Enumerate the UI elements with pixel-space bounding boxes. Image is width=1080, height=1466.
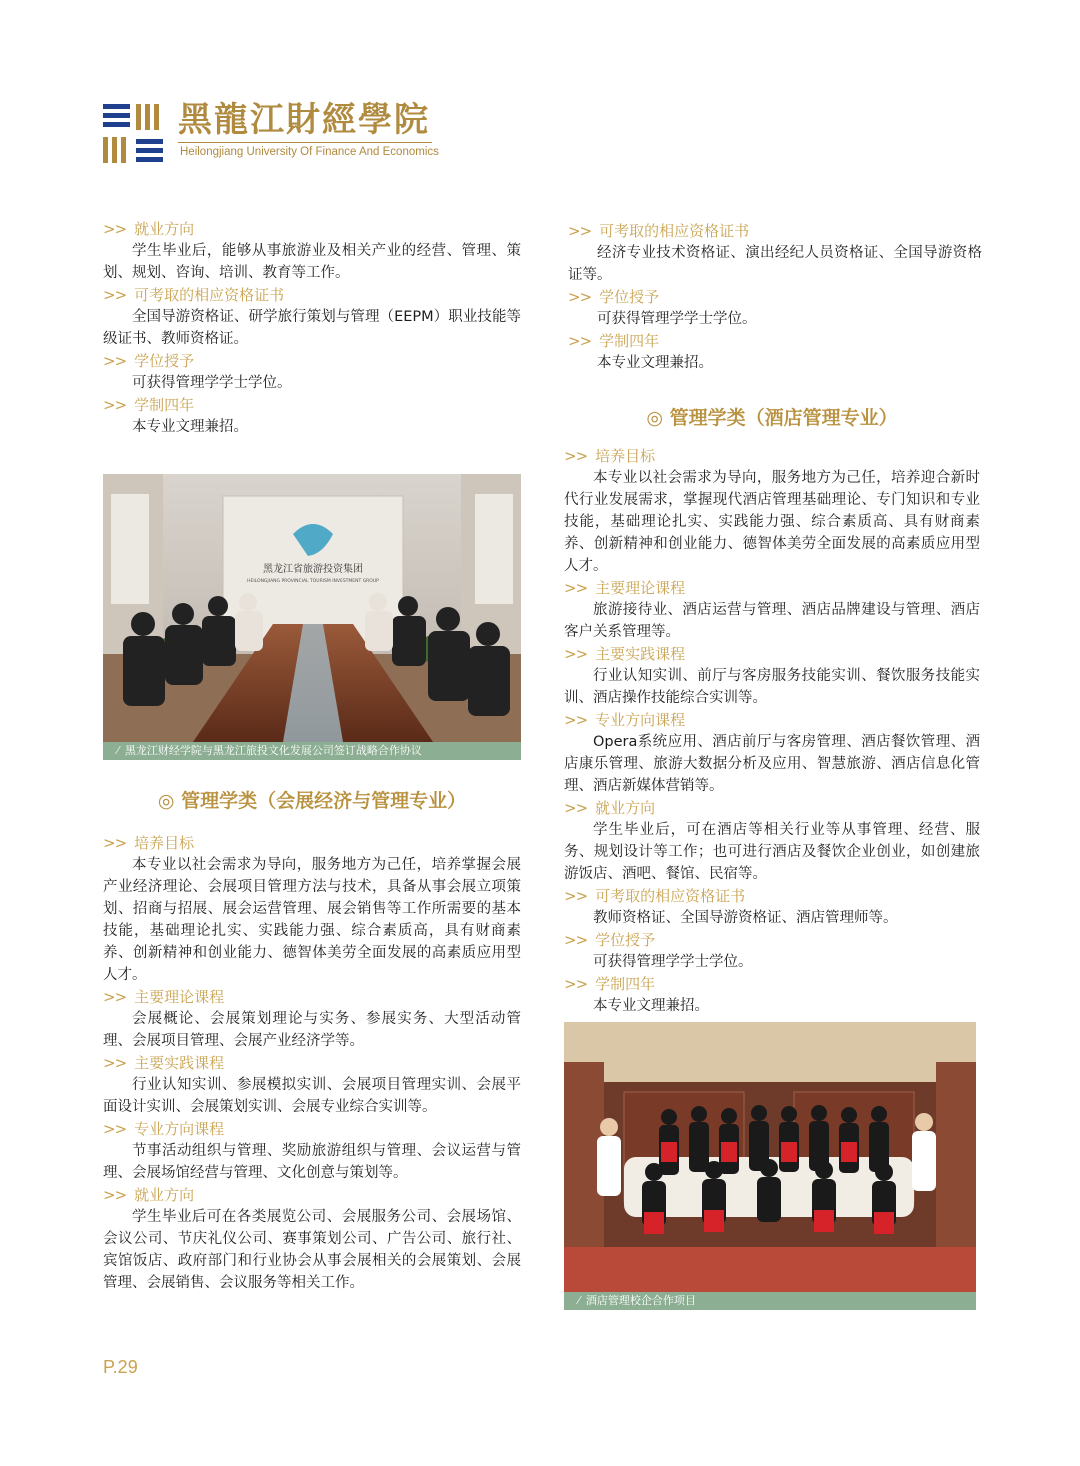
exhibition-section <box>103 788 521 1294</box>
heading: >> 可考取的相应资格证书 <box>564 887 746 905</box>
paragraph: 可获得管理学学士学位。 <box>593 954 753 970</box>
heading: >> 培养目标 <box>564 447 656 465</box>
paragraph: 经济专业技术资格证、演出经纪人员资格证、全国导游资格证等。 <box>568 245 982 283</box>
meeting-sign-en: HEILONGJIANG PROVINCIAL TOURISM INVESTMENT GROUP <box>247 579 379 584</box>
university-name-cn: 黑龍江財經學院 <box>178 100 430 140</box>
section-title: ◎ 管理学类（会展经济与管理专业） <box>157 790 467 812</box>
arrow-icon: >> <box>564 645 588 663</box>
hotel-section <box>564 405 980 1017</box>
arrow-icon: >> <box>103 396 127 414</box>
heading: >> 主要理论课程 <box>103 988 225 1006</box>
arrow-icon: >> <box>103 834 127 852</box>
heading: >> 学制四年 <box>568 332 660 350</box>
paragraph: 旅游接待业、酒店运营与管理、酒店品牌建设与管理、酒店客户关系管理等。 <box>564 602 980 640</box>
hotel-group-photo <box>564 1022 976 1292</box>
heading: >> 就业方向 <box>564 799 656 817</box>
paragraph: 教师资格证、全国导游资格证、酒店管理师等。 <box>593 910 898 926</box>
meeting-photo <box>103 474 521 742</box>
paragraph: 会展概论、会展策划理论与实务、参展实务、大型活动管理、会展项目管理、会展产业经济学等。 <box>103 1011 521 1049</box>
heading: >> 可考取的相应资格证书 <box>103 286 285 304</box>
arrow-icon: >> <box>564 887 588 905</box>
heading: >> 主要实践课程 <box>103 1054 225 1072</box>
heading: >> 就业方向 <box>103 220 195 238</box>
slash-icon: ⁄ <box>578 1294 580 1307</box>
logo-divider <box>178 142 432 143</box>
arrow-icon: >> <box>103 352 127 370</box>
heading: >> 主要实践课程 <box>564 645 686 663</box>
heading: >> 专业方向课程 <box>103 1120 225 1138</box>
paragraph: 可获得管理学学士学位。 <box>132 375 292 391</box>
paragraph: 本专业文理兼招。 <box>593 998 709 1014</box>
heading: >> 专业方向课程 <box>564 711 686 729</box>
arrow-icon: >> <box>103 286 127 304</box>
arrow-icon: >> <box>564 799 588 817</box>
heading: >> 学位授予 <box>568 288 660 306</box>
paragraph: 行业认知实训、参展模拟实训、会展项目管理实训、会展平面设计实训、会展策划实训、会展专业综合实训等。 <box>103 1077 521 1115</box>
paragraph: 学生毕业后可在各类展览公司、会展服务公司、会展场馆、会议公司、节庆礼仪公司、赛事策划公司、广告公司、旅行社、宾馆饭店、政府部门和行业协会从事会展相关的会展策划、会展管理、会展销售、会议服务等相关工作。 <box>103 1209 521 1291</box>
hotel-photo-caption: ⁄ 酒店管理校企合作项目 <box>564 1292 976 1310</box>
arrow-icon: >> <box>564 931 588 949</box>
heading: >> 主要理论课程 <box>564 579 686 597</box>
arrow-icon: >> <box>103 988 127 1006</box>
arrow-icon: >> <box>103 1120 127 1138</box>
paragraph: 本专业以社会需求为导向，服务地方为己任，培养掌握会展产业经济理论、会展项目管理方法与技术，具备从事会展立项策划、招商与招展、展会运营管理、展会销售等工作所需要的基本技能，基础理论扎实、实践能力强、综合素质高，具有财商素养、创新精神和创业能力、德智体美劳全面发展的高素质应用型人才。 <box>103 857 521 983</box>
heading: >> 可考取的相应资格证书 <box>568 222 750 240</box>
heading: >> 学位授予 <box>103 352 195 370</box>
meeting-sign-text: 黑龙江省旅游投资集团 <box>263 564 363 575</box>
heading: >> 培养目标 <box>103 834 195 852</box>
arrow-icon: >> <box>103 1186 127 1204</box>
paragraph: 本专业文理兼招。 <box>597 355 713 371</box>
heading: >> 就业方向 <box>103 1186 195 1204</box>
university-logo-icon <box>103 104 163 164</box>
paragraph: 学生毕业后，可在酒店等相关行业等从事管理、经营、服务、规划设计等工作；也可进行酒店及餐饮企业创业，如创建旅游饭店、酒吧、餐馆、民宿等。 <box>564 822 980 882</box>
right-top-block <box>568 220 982 374</box>
page-number: P.29 <box>103 1357 138 1377</box>
arrow-icon: >> <box>568 288 592 306</box>
slash-icon: ⁄ <box>117 744 119 757</box>
paragraph: 行业认知实训、前厅与客房服务技能实训、餐饮服务技能实训、酒店操作技能综合实训等。 <box>564 668 980 706</box>
heading: >> 学制四年 <box>564 975 656 993</box>
arrow-icon: >> <box>564 711 588 729</box>
heading: >> 学位授予 <box>564 931 656 949</box>
arrow-icon: >> <box>564 975 588 993</box>
paragraph: 节事活动组织与管理、奖励旅游组织与管理、会议运营与管理、会展场馆经营与管理、文化创意与策划等。 <box>103 1143 521 1181</box>
paragraph: 学生毕业后，能够从事旅游业及相关产业的经营、管理、策划、规划、咨询、培训、教育等工作。 <box>103 243 521 281</box>
paragraph: 本专业以社会需求为导向，服务地方为己任，培养迎合新时代行业发展需求，掌握现代酒店管理基础理论、专门知识和专业技能，基础理论扎实、实践能力强、综合素质高、具有财商素养、创新精神和创业能力、德智体美劳全面发展的高素质应用型人才。 <box>564 470 980 574</box>
paragraph: 全国导游资格证、研学旅行策划与管理（EEPM）职业技能等级证书、教师资格证。 <box>103 309 521 347</box>
section-title: ◎ 管理学类（酒店管理专业） <box>646 407 898 429</box>
arrow-icon: >> <box>568 222 592 240</box>
university-name-en: Heilongjiang University Of Finance And Economics <box>180 146 439 158</box>
paragraph: 本专业文理兼招。 <box>132 419 248 435</box>
left-top-block <box>103 218 521 438</box>
arrow-icon: >> <box>103 1054 127 1072</box>
heading: >> 学制四年 <box>103 396 195 414</box>
arrow-icon: >> <box>564 579 588 597</box>
paragraph: Opera系统应用、酒店前厅与客房管理、酒店餐饮管理、酒店康乐管理、旅游大数据分析及应用、智慧旅游、酒店信息化管理、酒店新媒体营销等。 <box>564 734 980 794</box>
paragraph: 可获得管理学学士学位。 <box>597 311 757 327</box>
arrow-icon: >> <box>568 332 592 350</box>
arrow-icon: >> <box>564 447 588 465</box>
meeting-photo-caption: ⁄ 黑龙江财经学院与黑龙江旅投文化发展公司签订战略合作协议 <box>103 742 521 760</box>
arrow-icon: >> <box>103 220 127 238</box>
